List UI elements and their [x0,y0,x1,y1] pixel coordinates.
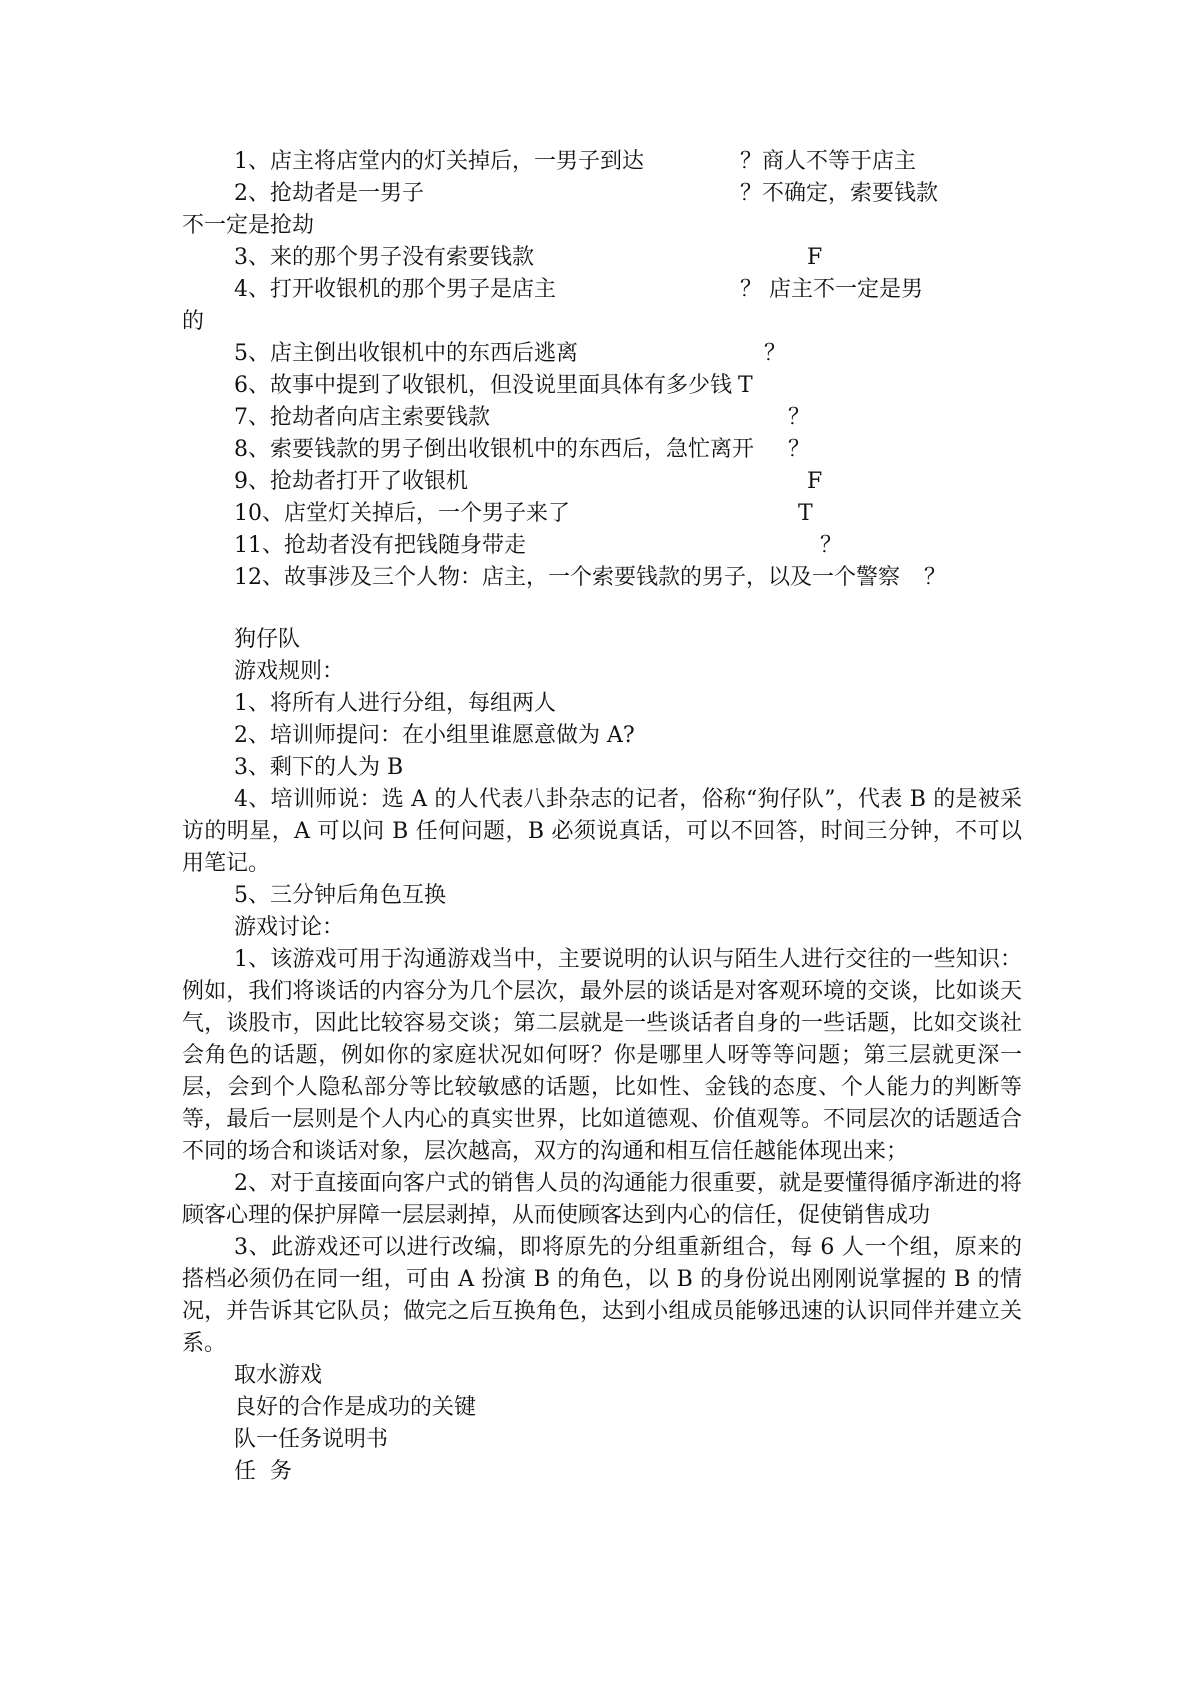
quiz-item [182,338,1022,370]
section-subtitle: 良好的合作是成功的关键 [234,1395,477,1420]
section-title: 狗仔队 [234,627,301,652]
discussion-paragraph: 3、此游戏还可以进行改编，即将原先的分组重新组合，每 6 人一个组，原来的搭档必须仍在同一组，可由 A 扮演 B 的角色，以 B 的身份说出刚刚说掌握的 B 的情况，并告诉其它队员；做完之后互换角色，达到小组成员能够迅速的认识同伴并建立关系。 [182,1235,1022,1356]
quiz-item [182,530,1022,562]
quiz-answer: ？ [788,405,811,430]
quiz-item [182,178,1022,242]
quiz-item [182,498,1022,530]
quiz-statement: 5、店主倒出收银机中的东西后逃离 [234,341,578,366]
quiz-statement: 10、店堂灯关掉后，一个男子来了 [234,501,570,526]
quiz-answer: ？ [788,437,811,462]
quiz-statement: 9、抢劫者打开了收银机 [234,469,468,494]
paparazzi-section [182,624,1022,1360]
quiz-item [182,274,1022,338]
quiz-answer: ？ [924,565,947,590]
quiz-item [182,562,1022,594]
discussion-paragraph: 1、该游戏可用于沟通游戏当中，主要说明的认识与陌生人进行交往的一些知识：例如，我们将谈话的内容分为几个层次，最外层的谈话是对客观环境的交谈，比如谈天气，谈股市，因此比较容易交谈；第二层就是一些谈话者自身的一些话题，比如交谈社会角色的话题，例如你的家庭状况如何呀？你是哪里人呀等等问题；第三层就更深一层，会到个人隐私部分等比较敏感的话题，比如性、金钱的态度、个人能力的判断等等，最后一层则是个人内心的真实世界，比如道德观、价值观等。不同层次的话题适合不同的场合和谈话对象，层次越高，双方的沟通和相互信任越能体现出来； [182,947,1022,1164]
team-doc-title: 队一任务说明书 [234,1427,389,1452]
discussion-heading: 游戏讨论： [234,915,345,940]
rule-item: 3、剩下的人为 B [234,755,404,780]
quiz-item [182,434,1022,466]
quiz-answer-continued: 的 [182,309,205,334]
rule-item: 2、培训师提问：在小组里谁愿意做为 A? [234,723,635,748]
quiz-answer: ？不确定，索要钱款 [740,181,939,206]
discussion-paragraph: 2、对于直接面向客户式的销售人员的沟通能力很重要，就是要懂得循序渐进的将顾客心理的保护屏障一层层剥掉，从而使顾客达到内心的信任，促使销售成功 [182,1171,1022,1228]
quiz-item [182,402,1022,434]
quiz-item [182,370,1022,402]
quiz-answer: F [807,469,823,494]
quiz-statement: 6、故事中提到了收银机，但没说里面具体有多少钱 [234,373,732,398]
water-game-section [182,1360,1022,1488]
quiz-item [182,242,1022,274]
quiz-statement: 3、来的那个男子没有索要钱款 [234,245,534,270]
quiz-answer: F [807,245,823,270]
rule-item: 4、培训师说：选 A 的人代表八卦杂志的记者，俗称“狗仔队”，代表 B 的是被采访的明星，A 可以问 B 任何问题，B 必须说真话，可以不回答，时间三分钟，不可以用笔记。 [182,787,1022,876]
quiz-answer: ？ 店主不一定是男 [740,277,923,302]
rule-item: 5、三分钟后角色互换 [234,883,446,908]
quiz-item [182,146,1022,178]
quiz-statement: 11、抢劫者没有把钱随身带走 [234,533,526,558]
quiz-answer: ？商人不等于店主 [740,149,917,174]
quiz-answer: ？ [764,341,787,366]
quiz-answer: T [738,373,753,398]
quiz-statement: 1、店主将店堂内的灯关掉后，一男子到达 [234,149,644,174]
rule-item: 1、将所有人进行分组，每组两人 [234,691,556,716]
quiz-statement: 12、故事涉及三个人物：店主，一个索要钱款的男子，以及一个警察 [234,565,900,590]
quiz-statement: 4、打开收银机的那个男子是店主 [234,277,556,302]
quiz-statement: 8、索要钱款的男子倒出收银机中的东西后，急忙离开 [234,437,754,462]
rules-heading: 游戏规则： [234,659,345,684]
quiz-item [182,466,1022,498]
quiz-list [182,146,1022,594]
quiz-answer: ？ [820,533,843,558]
document-page [182,146,1022,1488]
section-gap [182,594,1022,624]
quiz-answer-continued: 不一定是抢劫 [182,213,315,238]
quiz-statement: 2、抢劫者是一男子 [234,181,424,206]
quiz-answer: T [798,501,813,526]
quiz-statement: 7、抢劫者向店主索要钱款 [234,405,490,430]
task-label: 任 务 [234,1459,292,1484]
section-title: 取水游戏 [234,1363,323,1388]
